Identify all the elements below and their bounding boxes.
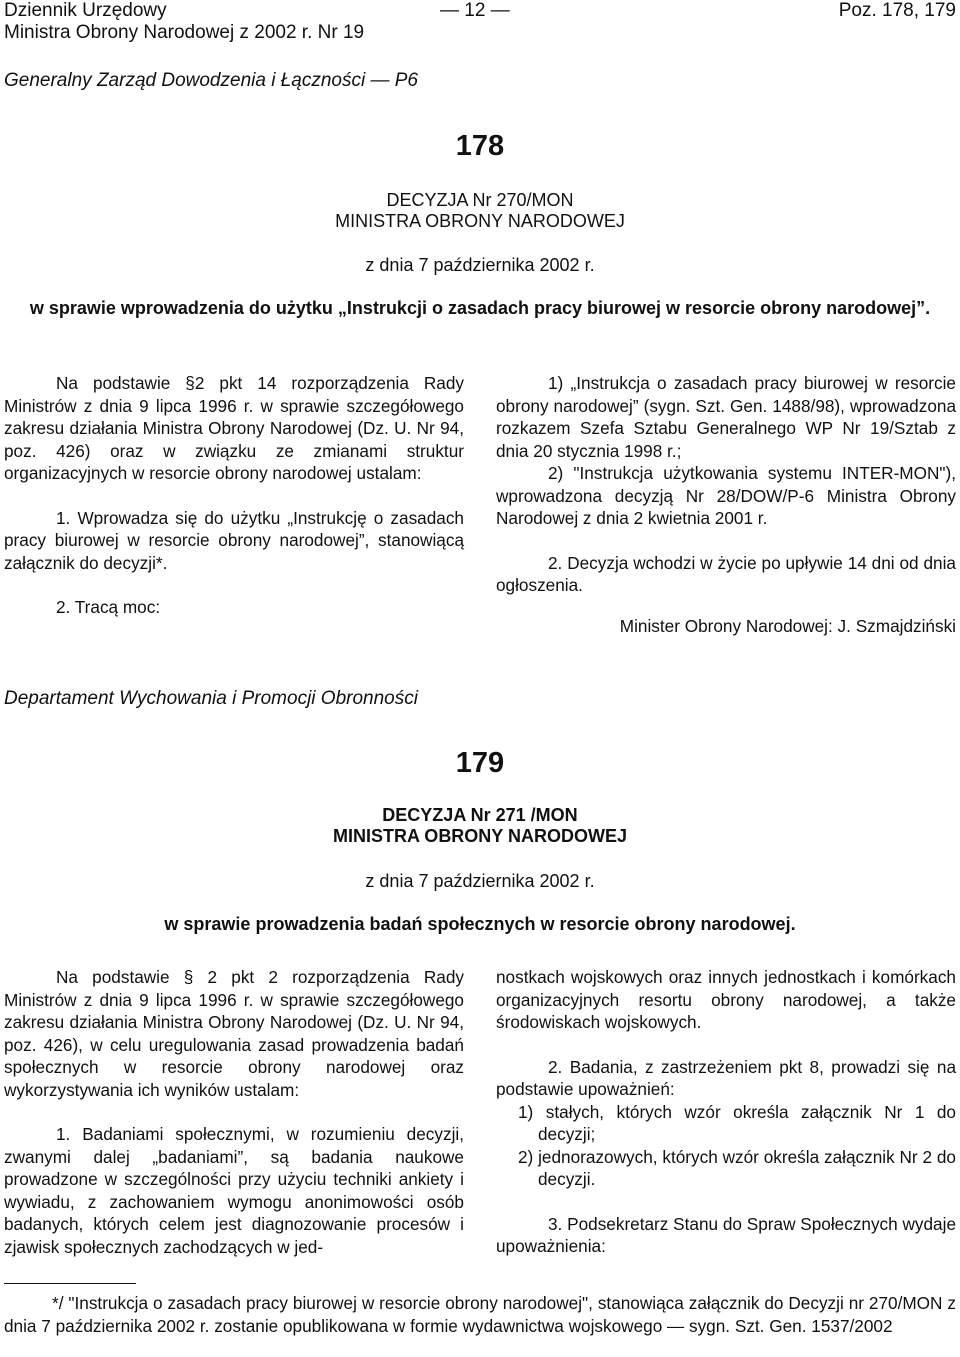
- paragraph: 2) jednorazowych, których wzór określa załącznik Nr 2 do decyzji.: [518, 1146, 956, 1189]
- positions: Poz. 178, 179: [838, 0, 956, 21]
- decision-date: z dnia 7 października 2002 r.: [365, 255, 595, 275]
- right-column-2: [496, 966, 956, 1258]
- department-2: Departament Wychowania i Promocji Obronności: [4, 688, 418, 709]
- paragraph: 3. Podsekretarz Stanu do Spraw Społecznych wydaje upoważnienia:: [496, 1213, 956, 1256]
- left-column-2: [4, 966, 464, 1258]
- decision-date-b: z dnia 7 października 2002 r.: [365, 871, 595, 891]
- paragraph: 1) „Instrukcja o zasadach pracy biurowej w resorcie obrony narodowej” (sygn. Szt. Gen. 1488/98), wprowadzona rozkazem Szefa Sztabu Generalnego WP Nr 19/Sztab z dnia 20 stycznia 1998 r.;: [496, 373, 956, 461]
- issuer-line: Ministra Obrony Narodowej z 2002 r. Nr 19: [4, 22, 365, 43]
- decision-subject-b: w sprawie prowadzenia badań społecznych w resorcie obrony narodowej.: [164, 914, 796, 934]
- paragraph: Na podstawie § 2 pkt 2 rozporządzenia Rady Ministrów z dnia 9 lipca 1996 r. w sprawie szczegółowego zakresu działania Ministra Obrony Narodowej (Dz. U. Nr 94, poz. 426), w celu uregulowania zasad prowadzenia badań społecznych w resorcie obrony narodowej oraz wykorzystywania ich wyników ustalam:: [4, 967, 464, 1100]
- left-column-1: [4, 372, 464, 619]
- decision-subject: w sprawie wprowadzenia do użytku „Instrukcji o zasadach pracy biurowej w resorcie obrony narodowej”.: [29, 298, 931, 318]
- footnote: */ "Instrukcja o zasadach pracy biurowej w resorcie obrony narodowej", stanowiąca załącznik do Decyzji nr 270/MON z dnia 7 października 2002 r. zostanie opublikowana w formie wydawnictwa wojskowego — sygn. Szt. Gen. 1537/2002: [4, 1293, 956, 1336]
- right-column-1: [496, 372, 956, 597]
- paragraph: 2. Badania, z zastrzeżeniem pkt 8, prowadzi się na podstawie upoważnień:: [496, 1056, 956, 1099]
- page-number: — 12 —: [440, 0, 510, 21]
- decision-title-1b: DECYZJA Nr 271 /MON: [382, 805, 578, 825]
- decision-title-2: MINISTRA OBRONY NARODOWEJ: [335, 211, 625, 231]
- journal-title: Dziennik Urzędowy: [4, 0, 167, 21]
- department-1: Generalny Zarząd Dowodzenia i Łączności — P6: [4, 70, 418, 91]
- decision-title-1: DECYZJA Nr 270/MON: [386, 190, 574, 210]
- paragraph: 1. Badaniami społecznymi, w rozumieniu decyzji, zwanymi dalej „badaniami”, są badania naukowe prowadzone w szczególności przy użyciu techniki ankiety i wywiadu, z zachowaniem wymogu anonimowości osób badanych, których celem jest diagnozowanie procesów i zjawisk społecznych zachodzących w jed-: [4, 1124, 464, 1257]
- signature: Minister Obrony Narodowej: J. Szmajdziński: [619, 616, 956, 636]
- paragraph: Na podstawie §2 pkt 14 rozporządzenia Rady Ministrów z dnia 9 lipca 1996 r. w sprawie szczegółowego zakresu działania Ministra Obrony Narodowej (Dz. U. Nr 94, poz. 426) oraz w związku ze zmianami struktur organizacyjnych w resorcie obrony narodowej ustalam:: [4, 373, 464, 483]
- paragraph: 2. Tracą moc:: [56, 597, 161, 617]
- paragraph: 2. Decyzja wchodzi w życie po upływie 14 dni od dnia ogłoszenia.: [496, 552, 956, 595]
- paragraph: 2) "Instrukcja użytkowania systemu INTER-MON"), wprowadzona decyzją Nr 28/DOW/P-6 Ministra Obrony Narodowej z dnia 2 kwietnia 2001 r.: [496, 463, 956, 528]
- position-number-179: 179: [455, 747, 505, 779]
- paragraph: nostkach wojskowych oraz innych jednostkach i komórkach organizacyjnych resortu obrony narodowej, a także środowiskach wojskowych.: [496, 967, 956, 1032]
- decision-title-2b: MINISTRA OBRONY NARODOWEJ: [332, 826, 627, 846]
- paragraph: 1. Wprowadza się do użytku „Instrukcję o zasadach pracy biurowej w resorcie obrony narodowej”, stanowiącą załącznik do decyzji*.: [4, 507, 464, 573]
- paragraph: 1) stałych, których wzór określa załącznik Nr 1 do decyzji;: [518, 1101, 956, 1144]
- position-number-178: 178: [455, 130, 505, 162]
- footnote-rule: [4, 1283, 136, 1284]
